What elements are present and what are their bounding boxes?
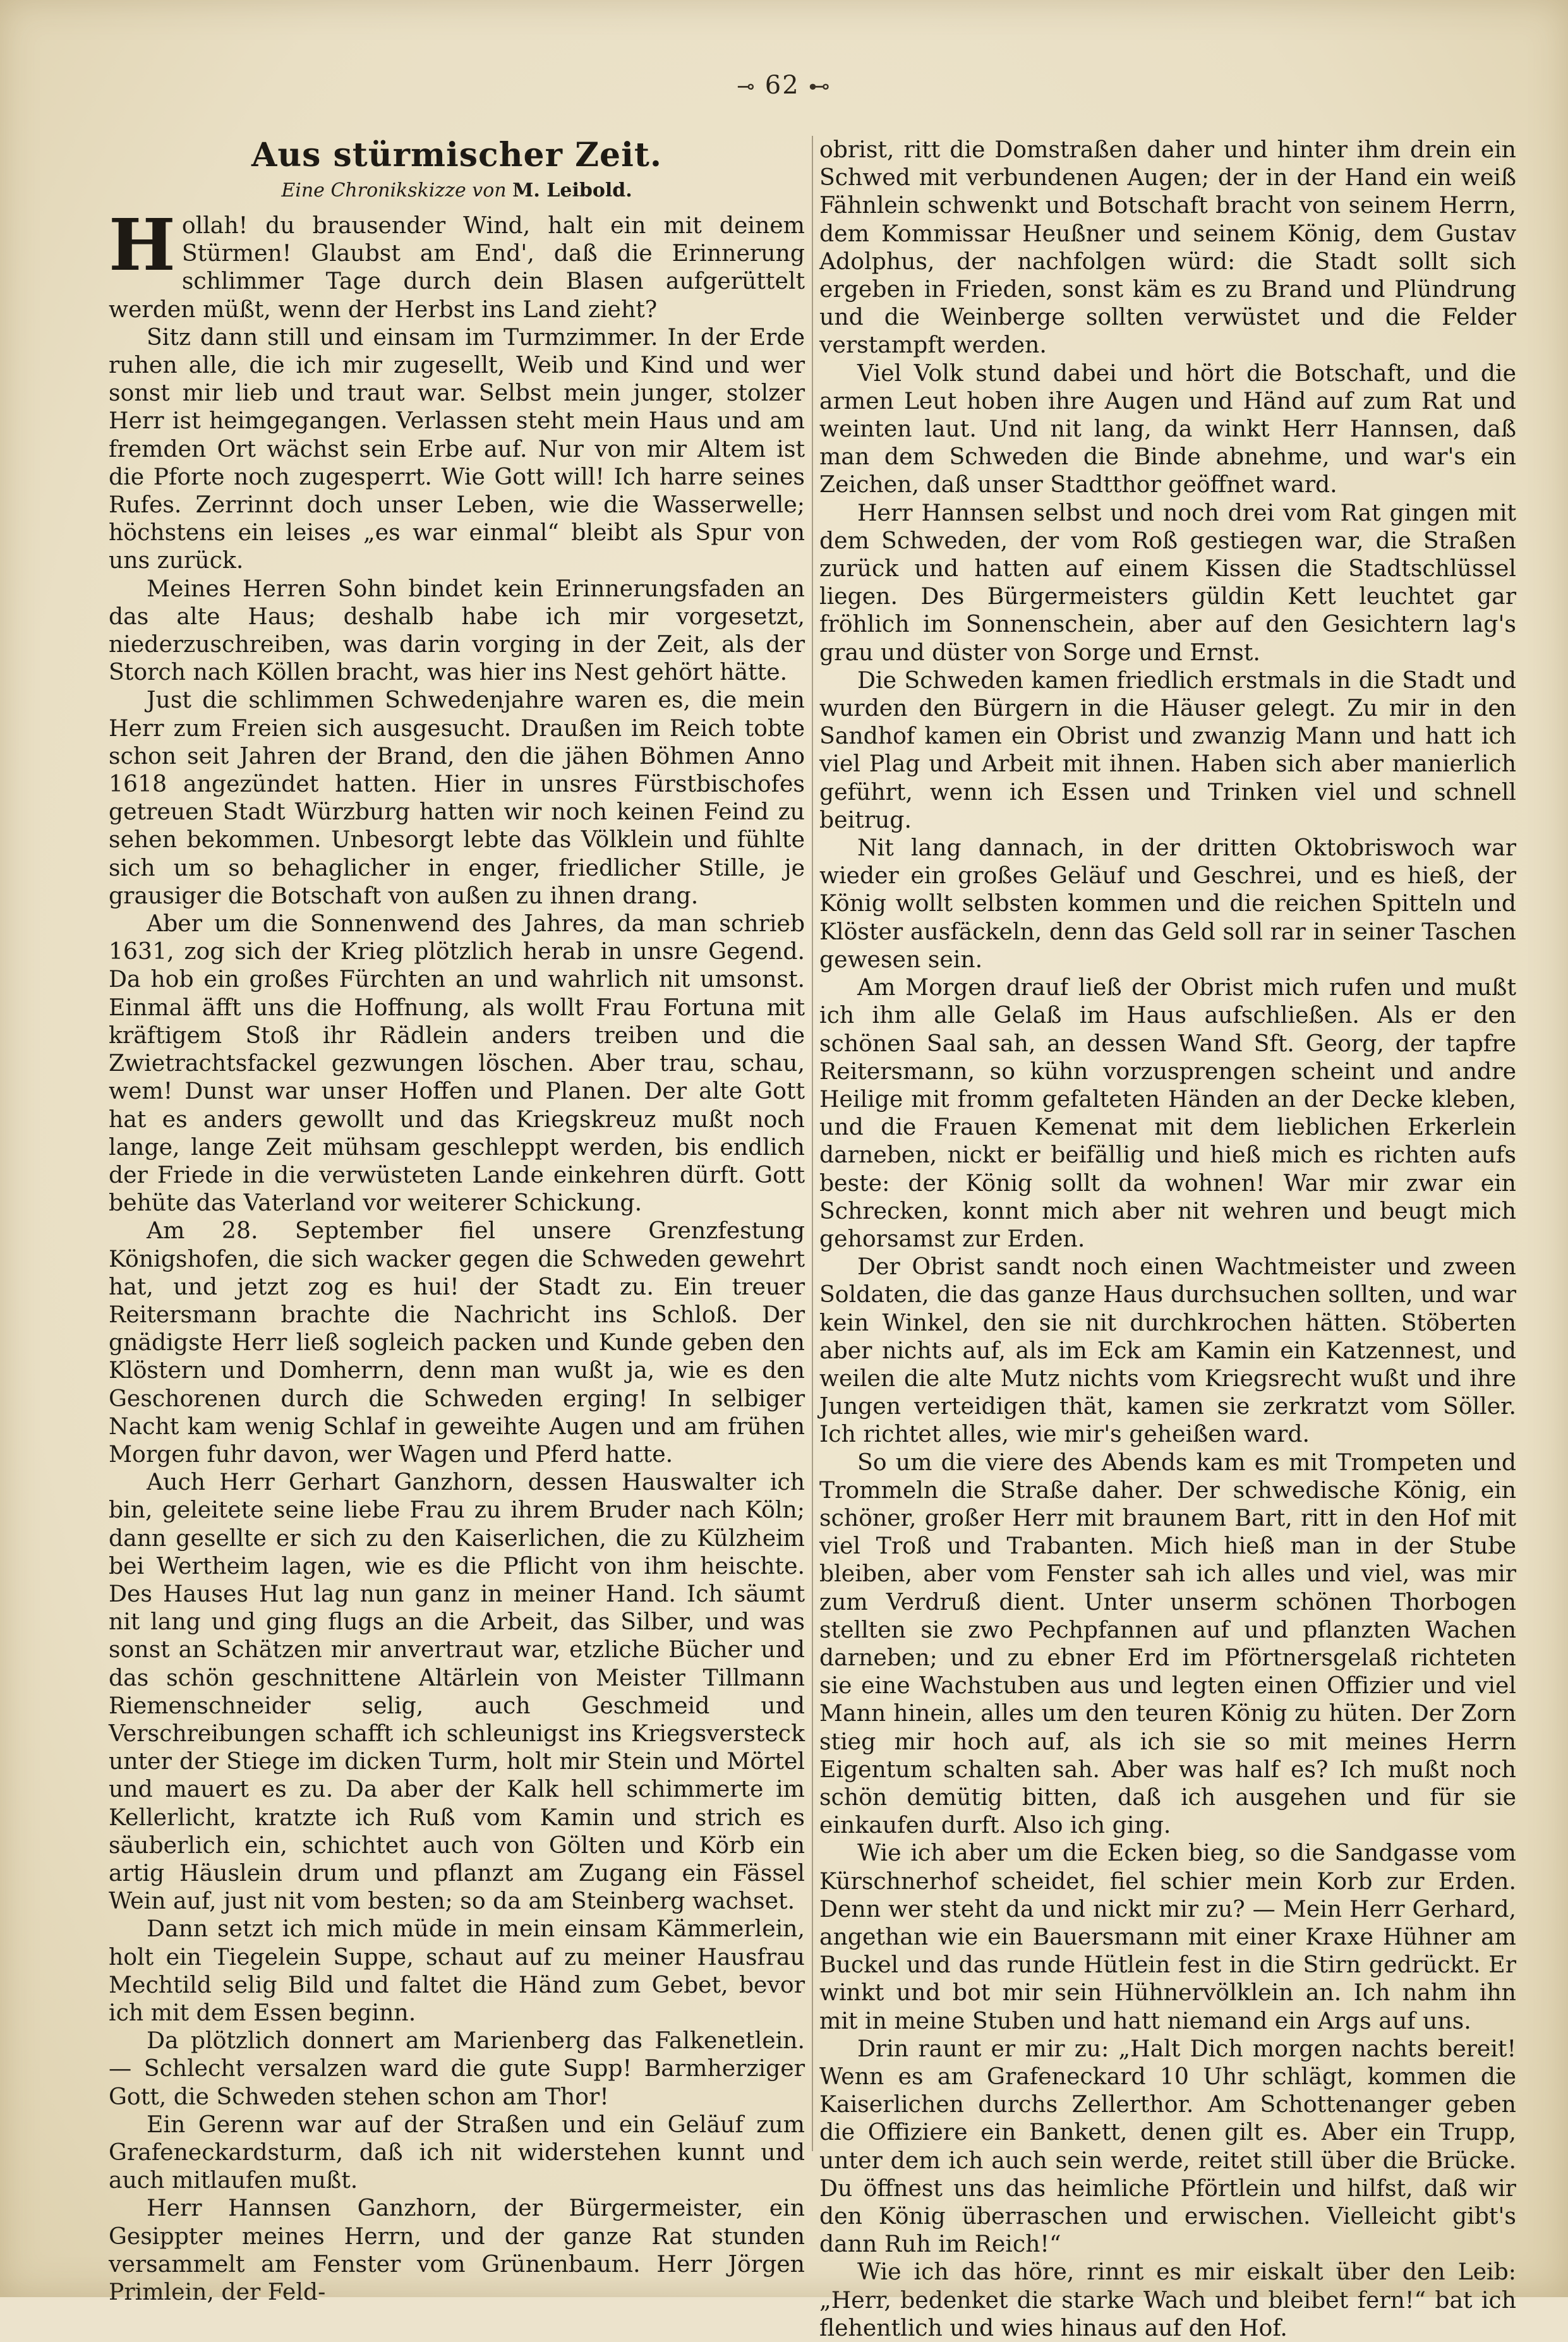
paragraph: Wie ich das höre, rinnt es mir eiskalt über den Leib: „Herr, bedenket die starke Wach und bleibet fern!“ bat ich flehentlich und wies hinaus auf den Hof. [819,2258,1516,2341]
paragraph: Dann setzt ich mich müde in mein einsam Kämmerlein, holt ein Tiegelein Suppe, schaut auf zu meiner Hausfrau Mechtild selig Bild und faltet die Händ zum Gebet, bevor ich mit dem Essen beginn. [109,1915,805,2026]
paragraph: Wie ich aber um die Ecken bieg, so die Sandgasse vom Kürschnerhof scheidet, fiel schier mein Korb zur Erden. Denn wer steht da und nickt mir zu? — Mein Herr Gerhard, angethan wie ein Bauersmann mit einer Kraxe Hühner am Buckel und das runde Hütlein fest in die Stirn gedrückt. Er winkt und bot mir sein Hühnervölklein an. Ich nahm ihn mit in meine Stuben und hatt niemand ein Args auf uns. [819,1839,1516,2034]
right-column [819,136,1516,2341]
opening-text: ollah! du brausender Wind, halt ein mit deinem Stürmen! Glaubst am End', daß die Erinnerung schlimmer Tage durch dein Blasen aufgerüttelt werden müßt, wenn der Herbst ins Land zieht? [109,212,805,323]
page-header [0,71,1568,100]
paragraph: Ein Gerenn war auf der Straßen und ein Geläuf zum Grafeneckardsturm, daß ich nit widerstehen kunnt und auch mitlaufen mußt. [109,2110,805,2194]
page-number: 62 [764,71,800,100]
opening-paragraph [109,204,805,323]
paragraph: Just die schlimmen Schwedenjahre waren es, die mein Herr zum Freien sich ausgesucht. Draußen im Reich tobte schon seit Jahren der Brand, den die jähen Böhmen Anno 1618 angezündet hatten. Hier in unsres Fürstbischofes getreuen Stadt Würzburg hatten wir noch keinen Feind zu sehen bekommen. Unbesorgt lebte das Völklein und fühlte sich um so behaglicher in enger, friedlicher Stille, je grausiger die Botschaft von außen zu ihnen drang. [109,686,805,909]
column-divider [812,136,813,2151]
continued-paragraph: obrist, ritt die Domstraßen daher und hinter ihm drein ein Schwed mit verbundenen Augen; der in der Hand ein weiß Fähnlein schwenkt und Botschaft bracht von seinem Herrn, dem Kommissar Heußner und seinem König, dem Gustav Adolphus, der nachfolgen würd: die Stadt sollt sich ergeben in Frieden, sonst käm es zu Brand und Plündrung und die Weinberge sollten verwüstet und die Felder verstampft werden. [819,136,1516,359]
paragraph: Da plötzlich donnert am Marienberg das Falkenetlein. — Schlecht versalzen ward die gute Supp! Barmherziger Gott, die Schweden stehen schon am Thor! [109,2027,805,2110]
drop-cap: H [109,204,176,287]
subtitle-prefix: Eine Chronikskizze von [281,179,513,202]
article-subtitle [109,178,805,204]
paragraph: Herr Hannsen Ganzhorn, der Bürgermeister, ein Gesippter meines Herrn, und der ganze Rat stunden versammelt am Fenster vom Grünenbaum. Herr Jörgen Primlein, der Feld- [109,2194,805,2306]
paragraph: Der Obrist sandt noch einen Wachtmeister und zween Soldaten, die das ganze Haus durchsuchen sollten, und war kein Winkel, den sie nit durchkrochen hätten. Stöberten aber nichts auf, als im Eck am Kamin ein Katzennest, und weilen die alte Mutz nichts vom Kriegsrecht wußt und ihre Jungen verteidigen thät, kamen sie zerkratzt vom Söller. Ich richtet alles, wie mir's geheißen ward. [819,1253,1516,1448]
paragraph: Aber um die Sonnenwend des Jahres, da man schrieb 1631, zog sich der Krieg plötzlich herab in unsre Gegend. Da hob ein großes Fürchten an und wahrlich nit umsonst. Einmal äfft uns die Hoffnung, als wollt Frau Fortuna mit kräftigem Stoß ihr Rädlein anders treiben und die Zwietrachtsfackel gezwungen löschen. Aber trau, schau, wem! Dunst war unser Hoffen und Planen. Der alte Gott hat es anders gewollt und das Kriegskreuz mußt noch lange, lange Zeit mühsam geschleppt werden, bis endlich der Friede in die verwüsteten Lande einkehren dürft. Gott behüte das Vaterland vor weiterer Schickung. [109,910,805,1217]
paragraph: Nit lang dannach, in der dritten Oktobriswoch war wieder ein großes Geläuf und Geschrei, und es hieß, der König wollt selbsten kommen und die reichen Spitteln und Klöster ausfäckeln, denn das Geld soll rar in seiner Taschen gewesen sein. [819,834,1516,973]
left-column [109,136,805,2306]
paragraph: Meines Herren Sohn bindet kein Erinnerungsfaden an das alte Haus; deshalb habe ich mir vorgesetzt, niederzuschreiben, was darin vorging in der Zeit, als der Storch nach Köllen bracht, was hier ins Nest gehört hätte. [109,574,805,686]
ornament-left-icon: ⊸ [737,74,756,99]
ornament-right-icon: ⊷ [808,74,831,99]
paragraph: Die Schweden kamen friedlich erstmals in die Stadt und wurden den Bürgern in die Häuser gelegt. Zu mir in den Sandhof kamen ein Obrist und zwanzig Mann und hatt ich viel Plag und Arbeit mit ihnen. Haben sich aber manierlich geführt, wenn ich Essen und Trinken viel und schnell beitrug. [819,666,1516,833]
paragraph: So um die viere des Abends kam es mit Trompeten und Trommeln die Straße daher. Der schwedische König, ein schöner, großer Herr mit braunem Bart, ritt in den Hof mit viel Troß und Trabanten. Mich hieß man in der Stube bleiben, aber vom Fenster sah ich alles und viel, was mir zum Verdruß dient. Unter unserm schönen Thorbogen stellten sie zwo Pechpfannen auf und pflanzten Wachen darneben; und zu ebner Erd im Pförtnersgelaß richteten sie eine Wachstuben aus und legten einen Offizier und viel Mann hinein, alles um den teuren König zu hüten. Der Zorn stieg mir hoch auf, als ich sie so mit meines Herrn Eigentum schalten sah. Aber was half es? Ich mußt noch schön demütig bitten, daß ich ausgehen und für sie einkaufen durft. Also ich ging. [819,1448,1516,1839]
article-title: Aus stürmischer Zeit. [251,136,663,174]
paragraph: Am 28. September fiel unsere Grenzfestung Königshofen, die sich wacker gegen die Schweden gewehrt hat, und jetzt zog es hui! der Stadt zu. Ein treuer Reitersmann brachte die Nachricht ins Schloß. Der gnädigste Herr ließ sogleich packen und Kunde geben den Klöstern und Domherrn, denn man wußt ja, wie es den Geschorenen durch die Schweden erging! In selbiger Nacht kam wenig Schlaf in geweihte Augen und am frühen Morgen fuhr davon, wer Wagen und Pferd hatte. [109,1217,805,1468]
paragraph: Drin raunt er mir zu: „Halt Dich morgen nachts bereit! Wenn es am Grafeneckard 10 Uhr schlägt, kommen die Kaiserlichen durchs Zellerthor. Am Schottenanger geben die Offiziere ein Bankett, denen gilt es. Aber ein Trupp, unter dem ich auch sein werde, reitet still über die Brücke. Du öffnest uns das heimliche Pförtlein und hilfst, daß wir den König überraschen und erwischen. Vielleicht gibt's dann Ruh im Reich!“ [819,2034,1516,2258]
paragraph: Am Morgen drauf ließ der Obrist mich rufen und mußt ich ihm alle Gelaß im Haus aufschließen. Als er den schönen Saal sah, an dessen Wand Sft. Georg, der tapfre Reitersmann, so kühn vorzusprengen scheint und andre Heilige mit fromm gefalteten Händen an der Decke kleben, und die Frauen Kemenat mit dem lieblichen Erkerlein darneben, nickt er beifällig und hieß mich es richten aufs beste: der König sollt da wohnen! War mir zwar ein Schrecken, konnt mich aber nit wehren und beugt mich gehorsamst zur Erden. [819,974,1516,1252]
author-name: M. Leibold. [512,179,632,202]
paragraph: Viel Volk stund dabei und hört die Botschaft, und die armen Leut hoben ihre Augen und Händ auf zum Rat und weinten laut. Und nit lang, da winkt Herr Hannsen, daß man dem Schweden die Binde abnehme, und war's ein Zeichen, daß unser Stadtthor geöffnet ward. [819,359,1516,498]
paragraph: Herr Hannsen selbst und noch drei vom Rat gingen mit dem Schweden, der vom Roß gestiegen war, die Straßen zurück und hatten auf einem Kissen die Stadtschlüssel liegen. Des Bürgermeisters güldin Kett leuchtet gar fröhlich im Sonnenschein, aber auf den Gesichtern lag's grau und düster von Sorge und Ernst. [819,498,1516,666]
paragraph: Sitz dann still und einsam im Turmzimmer. In der Erde ruhen alle, die ich mir zugesellt, Weib und Kind und wer sonst mir lieb und traut war. Selbst mein junger, stolzer Herr ist heimgegangen. Verlassen steht mein Haus und am fremden Ort wächst sein Erbe auf. Nur von mir Altem ist die Pforte noch zugesperrt. Wie Gott will! Ich harre seines Rufes. Zerrinnt doch unser Leben, wie die Wasserwelle; höchstens ein leises „es war einmal“ bleibt als Spur von uns zurück. [109,323,805,574]
paragraph: Auch Herr Gerhart Ganzhorn, dessen Hauswalter ich bin, geleitete seine liebe Frau zu ihrem Bruder nach Köln; dann gesellte er sich zu den Kaiserlichen, die zu Külzheim bei Wertheim lagen, wie es die Pflicht von ihm heischte. Des Hauses Hut lag nun ganz in meiner Hand. Ich säumt nit lang und ging flugs an die Arbeit, das Silber, und was sonst an Schätzen mir anvertraut war, etzliche Bücher und das schön geschnittene Altärlein von Meister Tillmann Riemenschneider selig, auch Geschmeid und Verschreibungen schafft ich schleunigst ins Kriegsversteck unter der Stiege im dicken Turm, holt mir Stein und Mörtel und mauert es zu. Da aber der Kalk hell schimmerte im Kellerlicht, kratzte ich Ruß vom Kamin und strich es säuberlich ein, schichtet auch von Gölten und Körb ein artig Häuslein drum und pflanzt am Zugang ein Fässel Wein auf, just nit vom besten; so da am Steinberg wachset. [109,1468,805,1915]
